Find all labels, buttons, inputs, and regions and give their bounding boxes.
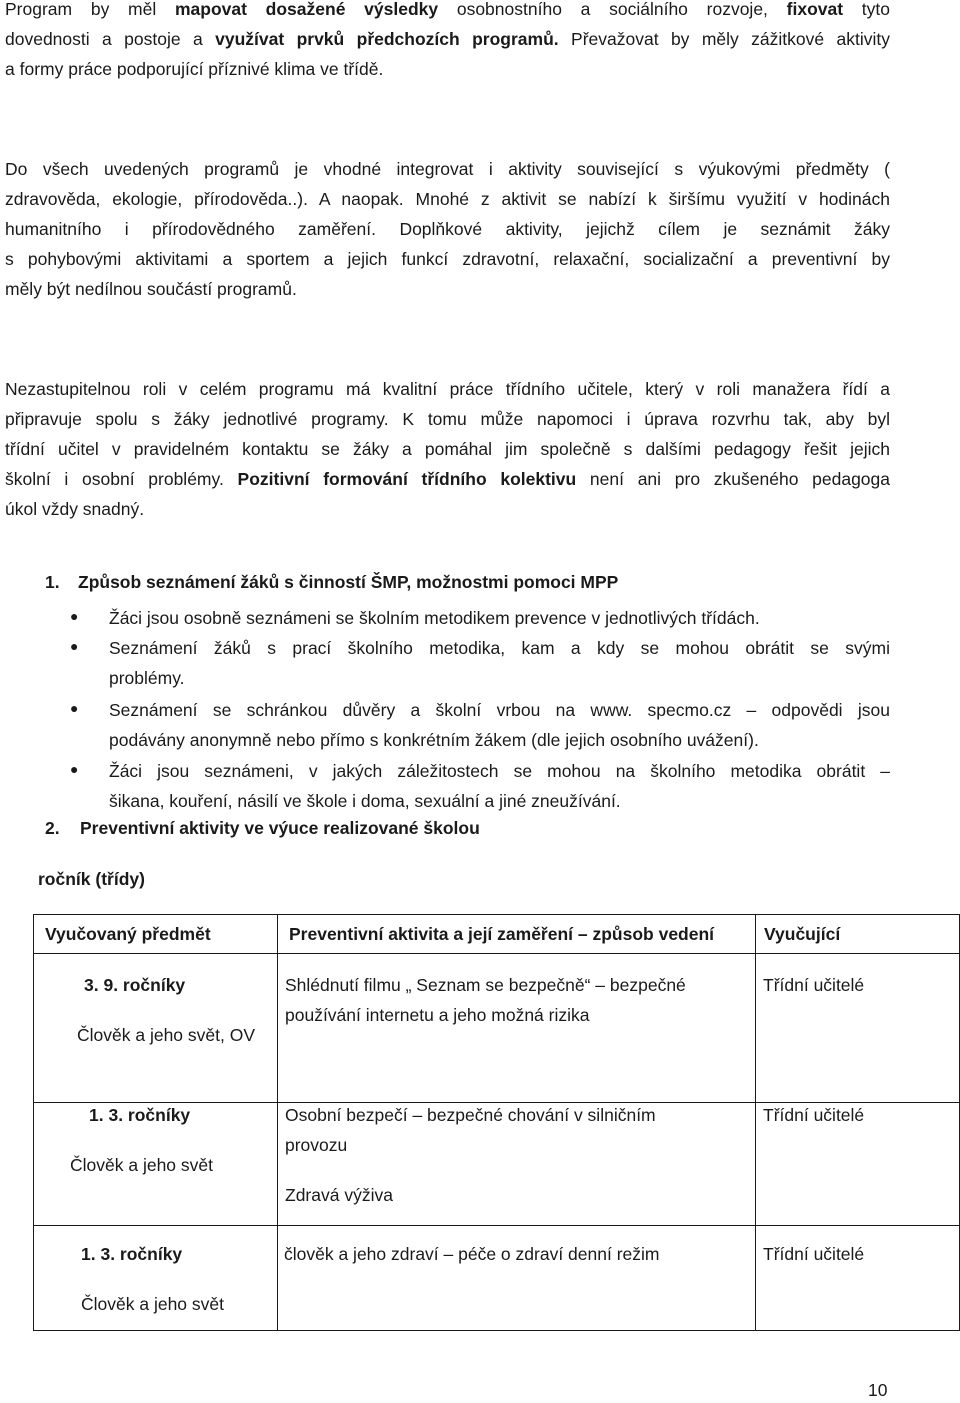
grade-cell: 3. 9. ročníky bbox=[84, 975, 186, 995]
paragraph-line: zdravověda, ekologie, přírodověda..). A naopak. Mnohé z aktivit se nabízí k širšímu využití v hodinách bbox=[5, 189, 890, 209]
prevention-activities-table bbox=[33, 914, 960, 1331]
teacher-cell: Třídní učitelé bbox=[763, 1105, 865, 1125]
subject-cell: Člověk a jeho svět, OV bbox=[77, 1025, 255, 1045]
paragraph-line: s pohybovými aktivitami a sportem a jejich funkcí zdravotní, relaxační, socializační a preventivní by bbox=[5, 249, 890, 269]
paragraph-line: školní i osobní problémy. Pozitivní formování třídního kolektivu není ani pro zkušeného pedagoga bbox=[5, 469, 890, 489]
paragraph-line: úkol vždy snadný. bbox=[5, 499, 145, 519]
section-number: 1. bbox=[45, 572, 60, 592]
bullet-icon: ● bbox=[70, 761, 79, 777]
list-item: Žáci jsou seznámeni, v jakých záležitostech se mohou na školního metodika obrátit – šikana, kouření, násilí ve škole i doma, sexuální a jiné zneužívání. bbox=[109, 761, 890, 811]
activity-line: Shlédnutí filmu „ Seznam se bezpečně“ – bezpečné bbox=[285, 975, 686, 995]
section-title: Preventivní aktivity ve výuce realizované školou bbox=[80, 818, 480, 838]
paragraph-class-teacher bbox=[5, 374, 890, 524]
paragraph-line: dovednosti a postoje a využívat prvků předchozích programů. Převažovat by měly zážitkové aktivity bbox=[5, 29, 890, 49]
grade-label: ročník (třídy) bbox=[38, 869, 145, 889]
activity-line: Zdravá výživa bbox=[285, 1185, 393, 1205]
paragraph-program-results bbox=[5, 0, 890, 84]
bullet-icon: ● bbox=[70, 700, 79, 716]
paragraph-line: humanitního i přírodovědného zaměření. Doplňkové aktivity, jejichž cílem je seznámit žáky bbox=[5, 219, 890, 239]
paragraph-line: měly být nedílnou součástí programů. bbox=[5, 279, 297, 299]
table-header-cell: Preventivní aktivita a její zaměření – způsob vedení bbox=[289, 924, 715, 944]
paragraph-line: Program by měl mapovat dosažené výsledky osobnostního a sociálního rozvoje, fixovat tyto bbox=[5, 0, 890, 19]
section-title: Způsob seznámení žáků s činností ŠMP, možnostmi pomoci MPP bbox=[78, 572, 619, 592]
paragraph-integration bbox=[5, 154, 890, 304]
list-item: Seznámení se schránkou důvěry a školní vrbou na www. specmo.cz – odpovědi jsou podávány anonymně nebo přímo s konkrétním žákem (dle jejich osobního uvážení). bbox=[109, 700, 890, 750]
bold-phrase: fixovat bbox=[786, 0, 844, 19]
page-number: 10 bbox=[868, 1380, 888, 1400]
activity-line: provozu bbox=[285, 1135, 348, 1155]
section-heading-2 bbox=[45, 818, 480, 839]
grade-cell: 1. 3. ročníky bbox=[89, 1105, 191, 1125]
section-number: 2. bbox=[45, 818, 60, 838]
table-row bbox=[34, 1226, 960, 1331]
paragraph-line: Nezastupitelnou roli v celém programu má kvalitní práce třídního učitele, který v roli manažera řídí a bbox=[5, 379, 890, 399]
paragraph-line: připravuje spolu s žáky jednotlivé programy. K tomu může napomoci i úprava rozvrhu tak, aby byl bbox=[5, 409, 890, 429]
bold-phrase: mapovat dosažené výsledky bbox=[174, 0, 439, 19]
teacher-cell: Třídní učitelé bbox=[763, 1244, 865, 1264]
grade-cell: 1. 3. ročníky bbox=[81, 1244, 183, 1264]
paragraph-line: třídní učitel v pravidelném kontaktu se žáky a pomáhal jim společně s dalšími pedagogy řešit jejich bbox=[5, 439, 890, 459]
bullet-icon: ● bbox=[70, 638, 79, 654]
section-heading-1 bbox=[45, 572, 618, 593]
activity-line: používání internetu a jeho možná rizika bbox=[285, 1005, 590, 1025]
list-item: Seznámení žáků s prací školního metodika, kam a kdy se mohou obrátit se svými problémy. bbox=[109, 638, 890, 688]
paragraph-line: a formy práce podporující příznivé klima ve třídě. bbox=[5, 59, 384, 79]
bold-phrase: využívat prvků předchozích programů. bbox=[215, 29, 559, 49]
activity-line: Osobní bezpečí – bezpečné chování v silničním bbox=[285, 1105, 656, 1125]
table-header-row bbox=[34, 915, 960, 954]
subject-cell: Člověk a jeho svět bbox=[70, 1155, 213, 1175]
activity-line: člověk a jeho zdraví – péče o zdraví denní režim bbox=[284, 1244, 660, 1264]
bullet-icon: ● bbox=[70, 608, 79, 624]
subject-cell: Člověk a jeho svět bbox=[81, 1294, 224, 1314]
teacher-cell: Třídní učitelé bbox=[763, 975, 865, 995]
table-row bbox=[34, 1103, 960, 1226]
paragraph-line: Do všech uvedených programů je vhodné integrovat i aktivity související s výukovými předměty ( bbox=[5, 159, 890, 179]
table-header-cell: Vyučovaný předmět bbox=[45, 924, 211, 944]
bold-phrase: Pozitivní formování třídního kolektivu bbox=[237, 469, 577, 489]
list-item: Žáci jsou osobně seznámeni se školním metodikem prevence v jednotlivých třídách. bbox=[109, 608, 760, 628]
table-header-cell: Vyučující bbox=[764, 924, 841, 944]
table-row bbox=[34, 954, 960, 1103]
